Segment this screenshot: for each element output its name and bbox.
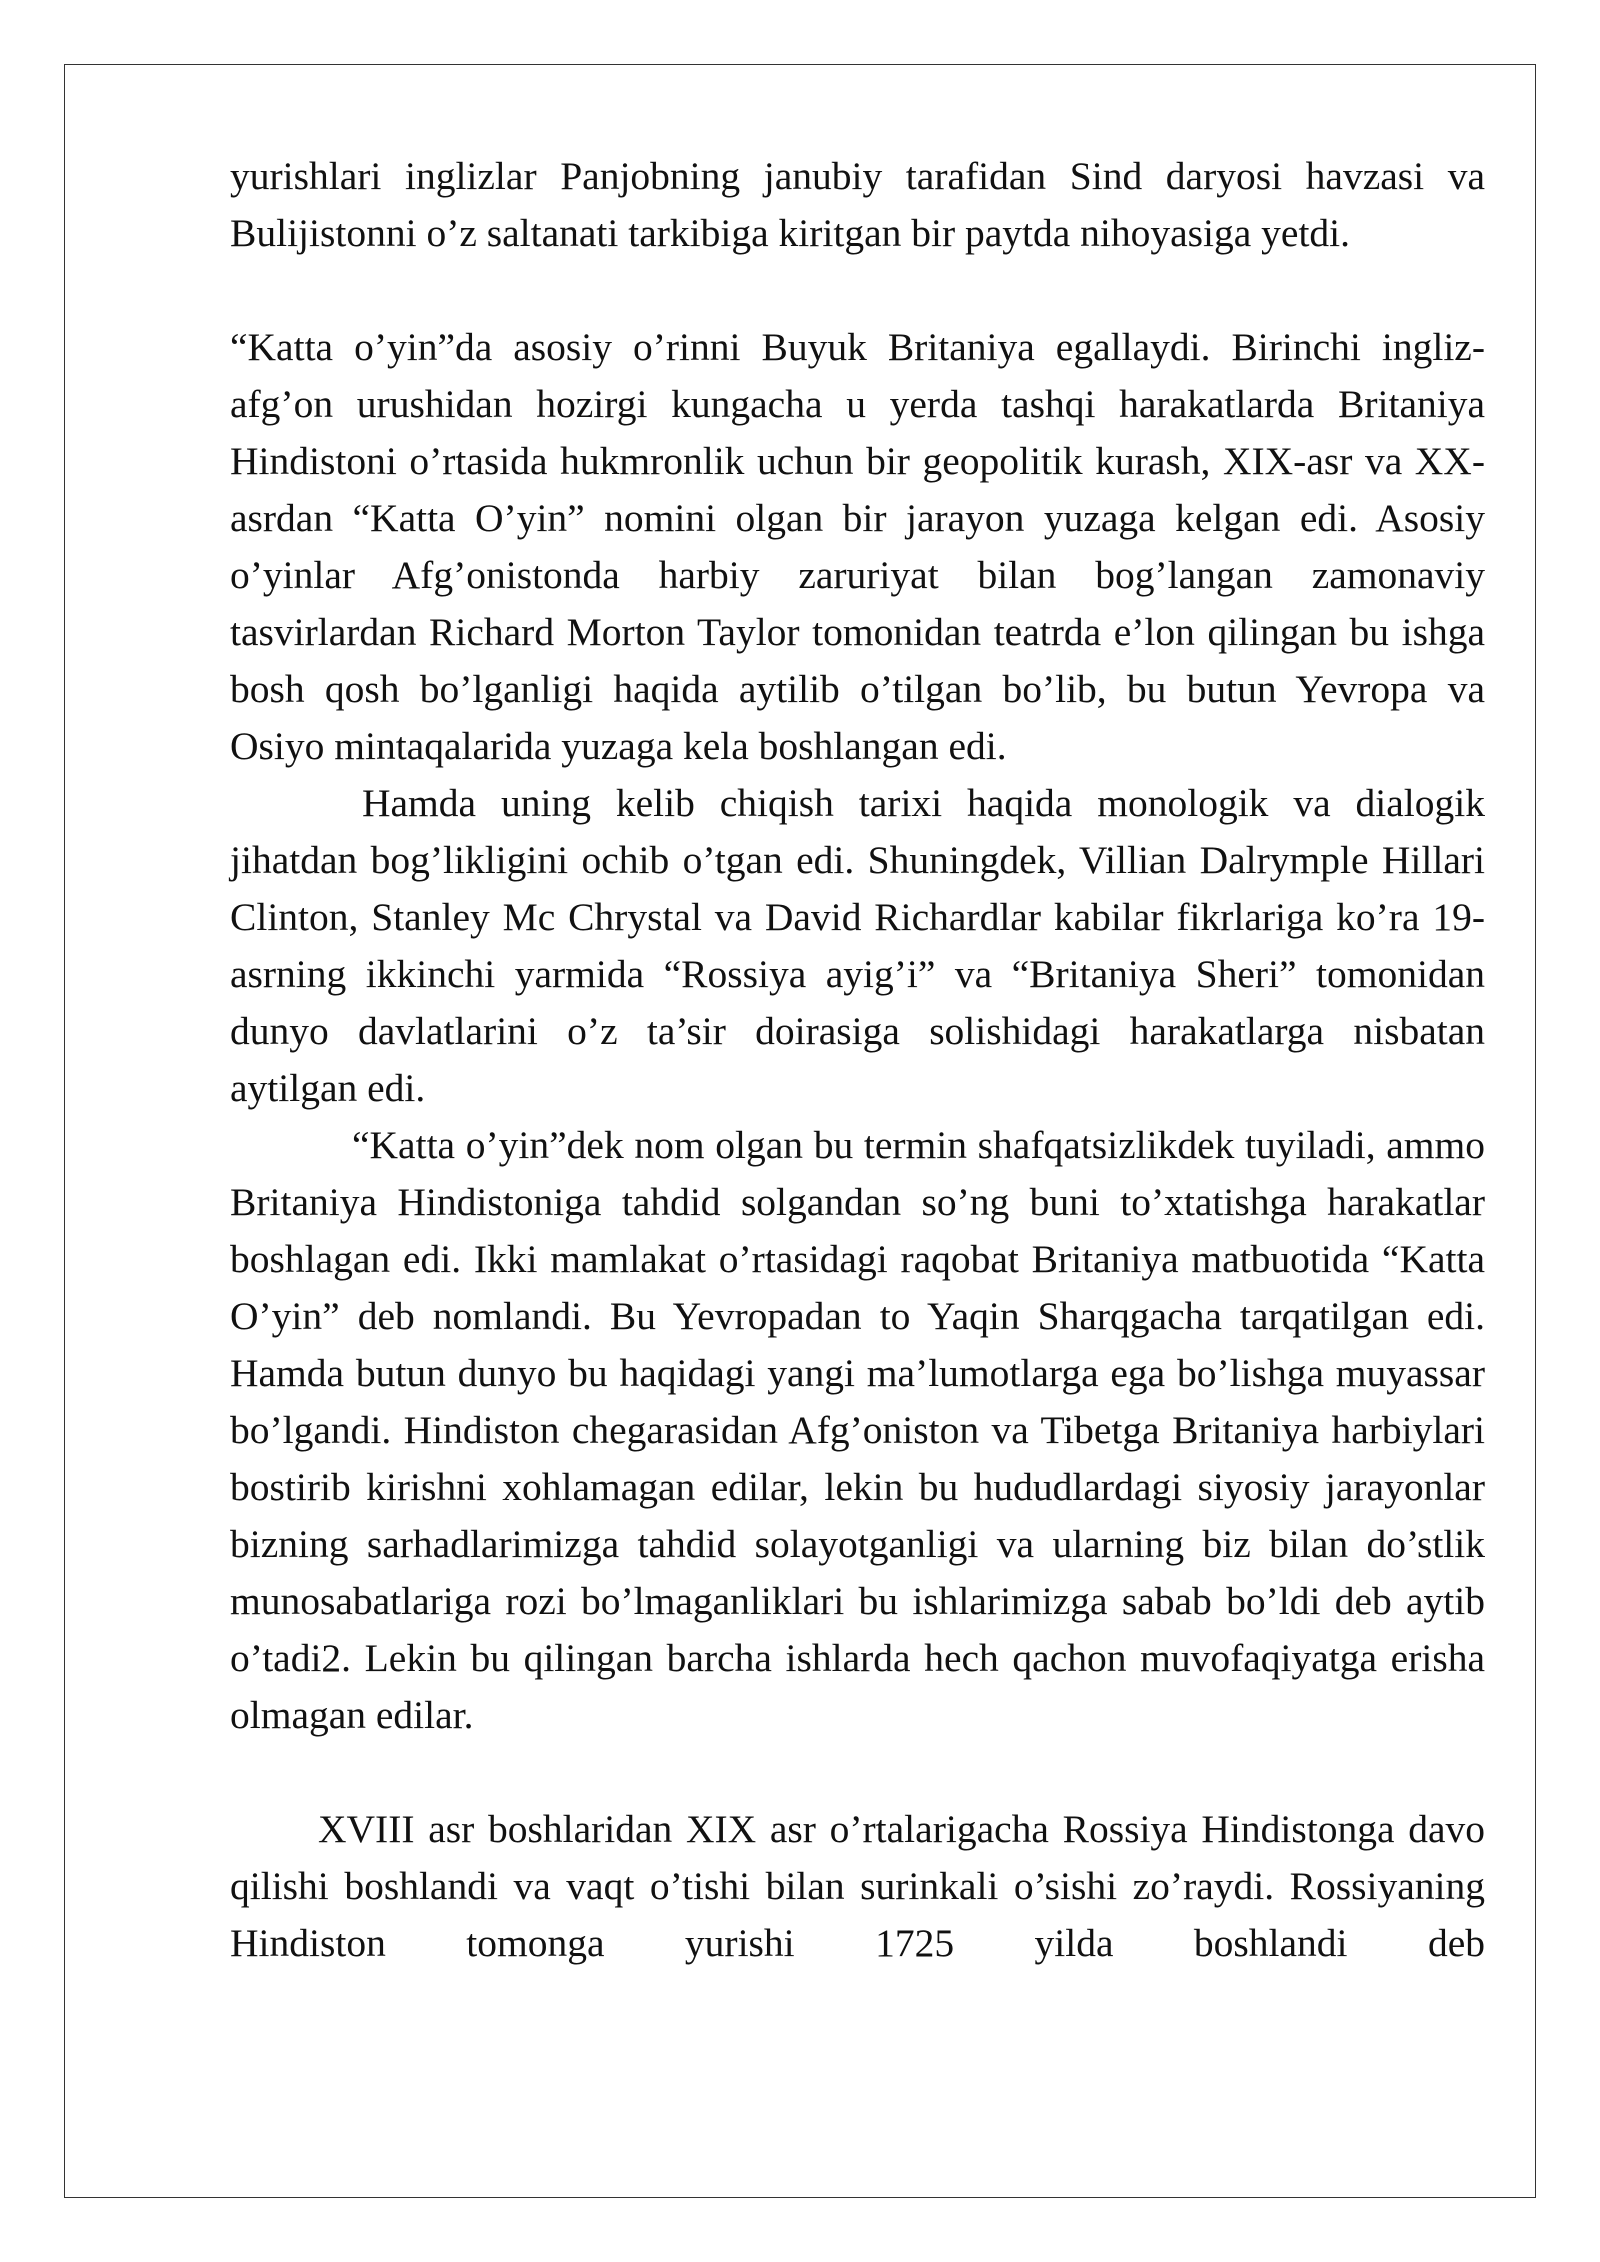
paragraph-1: yurishlari inglizlar Panjobning janubiy tarafidan Sind daryosi havzasi va Bulijistonni o’z saltanati tarkibiga kiritgan bir paytda nihoyasiga yetdi. xyxy=(230,154,1485,255)
paragraph-2: “Katta o’yin”da asosiy o’rinni Buyuk Britaniya egallaydi. Birinchi ingliz-afg’on urushidan hozirgi kungacha u yerda tashqi harakatlarda Britaniya Hindistoni o’rtasida hukmronlik uchun bir geopolitik kurash, XIX-asr va XX-asrdan “Katta O’yin” nomini olgan bir jarayon yuzaga kelgan edi. Asosiy o’yinlar Afg’onistonda harbiy zaruriyat bilan bog’langan zamonaviy tasvirlardan Richard Morton Taylor tomonidan teatrda e’lon qilingan bu ishga bosh qosh bo’lganligi haqida aytilib o’tilgan bo’lib, bu butun Yevropa va Osiyo mintaqalarida yuzaga kela boshlangan edi. xyxy=(230,325,1485,768)
paragraph-5: XVIII asr boshlaridan XIX asr o’rtalarigacha Rossiya Hindistonga davo qilishi boshlandi va vaqt o’tishi bilan surinkali o’sishi zo’raydi. Rossiyaning Hindiston tomonga yurishi 1725 yilda boshlandi deb xyxy=(230,1807,1485,1965)
document-body xyxy=(230,148,1485,1972)
paragraph-3: Hamda uning kelib chiqish tarixi haqida monologik va dialogik jihatdan bog’likligini ochib o’tgan edi. Shuningdek, Villian Dalrymple Hillari Clinton, Stanley Mc Chrystal va David Richardlar kabilar fikrlariga ko’ra 19- asrning ikkinchi yarmida “Rossiya ayig’i” va “Britaniya Sheri” tomonidan dunyo davlatlarini o’z ta’sir doirasiga solishidagi harakatlarga nisbatan aytilgan edi. xyxy=(230,781,1485,1110)
paragraph-4: “Katta o’yin”dek nom olgan bu termin shafqatsizlikdek tuyiladi, ammo Britaniya Hindistoniga tahdid solgandan so’ng buni to’xtatishga harakatlar boshlagan edi. Ikki mamlakat o’rtasidagi raqobat Britaniya matbuotida “Katta O’yin” deb nomlandi. Bu Yevropadan to Yaqin Sharqgacha tarqatilgan edi. Hamda butun dunyo bu haqidagi yangi ma’lumotlarga ega bo’lishga muyassar bo’lgandi. Hindiston chegarasidan Afg’oniston va Tibetga Britaniya harbiylari bostirib kirishni xohlamagan edilar, lekin bu hududlardagi siyosiy jarayonlar bizning sarhadlarimizga tahdid solayotganligi va ularning biz bilan do’stlik munosabatlariga rozi bo’lmaganliklari bu ishlarimizga sabab bo’ldi deb aytib o’tadi2. Lekin bu qilingan barcha ishlarda hech qachon muvofaqiyatga erisha olmagan edilar. xyxy=(230,1123,1485,1737)
